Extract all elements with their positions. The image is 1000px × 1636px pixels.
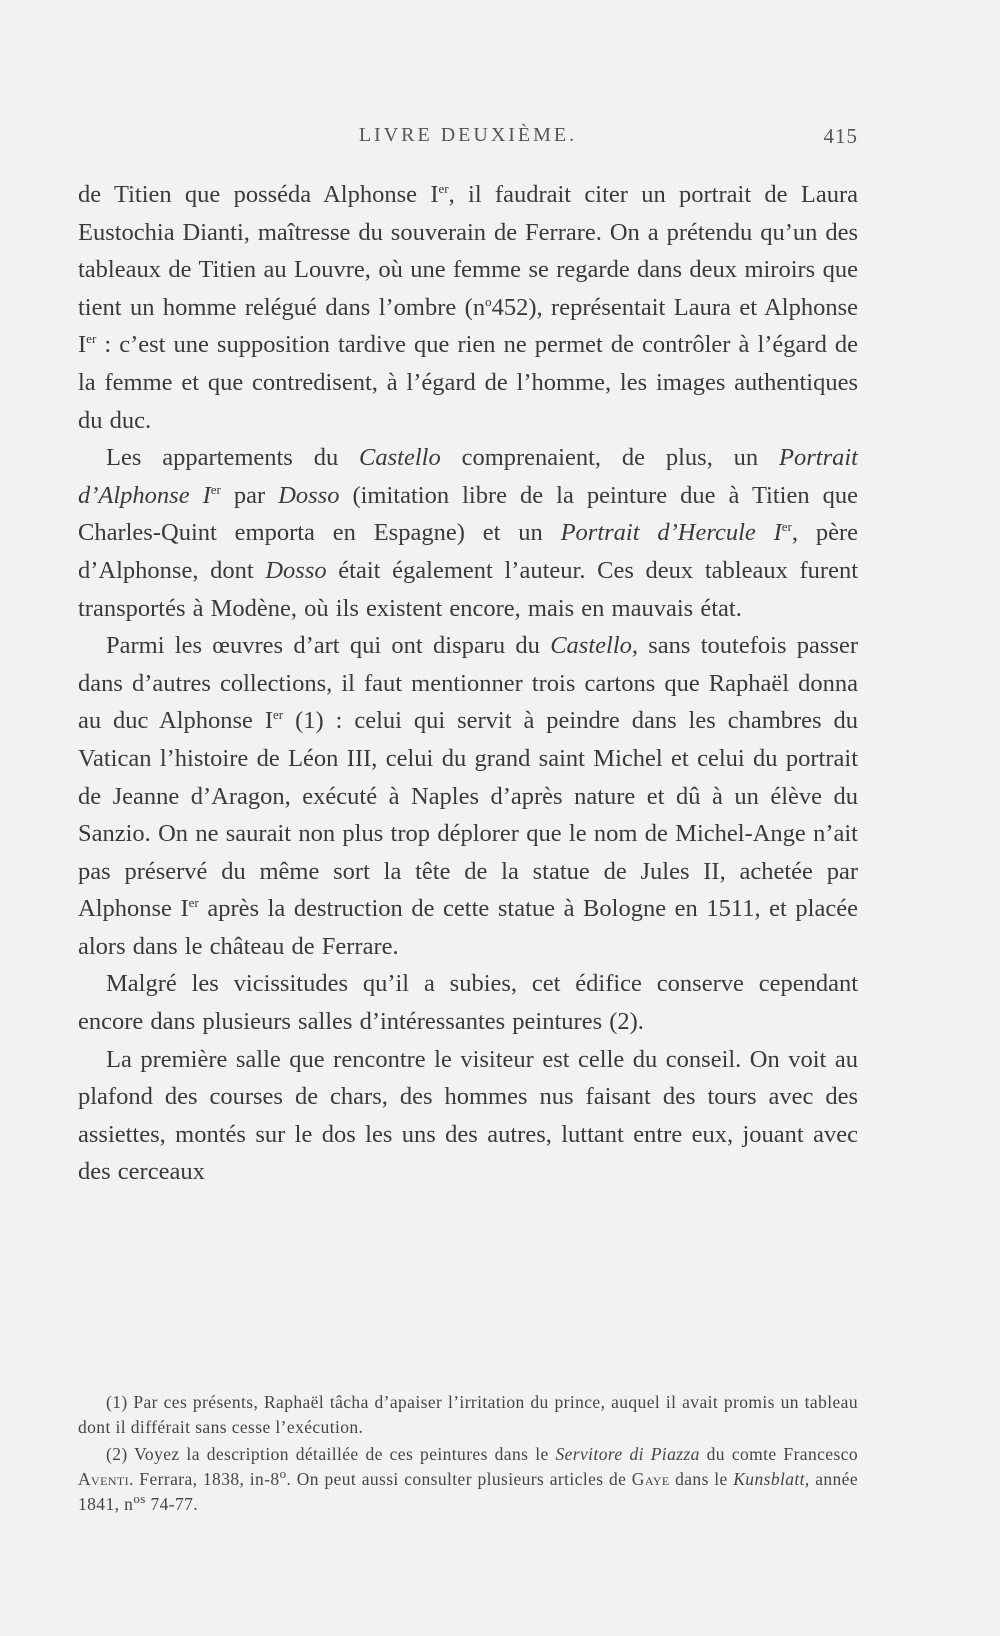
page-number: 415: [823, 124, 858, 148]
footnotes: [78, 1390, 858, 1519]
footnote-2: (2) Voyez la description détaillée de ces peintures dans le Servitore di Piazza du comte Francesco Aventi. Ferrara, 1838, in-8$^o$. On peut aussi consulter plusieurs articles de Gaye dans le Kunsblatt, année 1841, $n^{os}$ 74-77.: [78, 1444, 858, 1514]
paragraph-5: La première salle que rencontre le visiteur est celle du conseil. On voit au plafond des courses de chars, des hommes nus faisant des tours avec des assiettes, montés sur le dos les uns des autres, luttant entre eux, jouant avec des cerceaux: [78, 1045, 858, 1186]
paragraph-4: Malgré les vicissitudes qu’il a subies, cet édifice conserve cependant encore dans plusieurs salles d’intéressantes peintures (2).: [78, 970, 858, 1036]
body-text: [78, 176, 858, 1191]
footnote-1: (1) Par ces présents, Raphaël tâcha d’apaiser l’irritation du prince, auquel il avait promis un tableau dont il différait sans cesse l’exécution.: [78, 1392, 858, 1437]
page-header: [78, 124, 858, 154]
paragraph-2: Les appartements du Castello comprenaient, de plus, un Portrait d’Alphonse Ier par Dosso (imitation libre de la peinture due à Titien que Charles-Quint emporta en Espagne) et un Portrait d’Hercule Ier, père d’Alphonse, dont Dosso était également l’auteur. Ces deux tableaux furent transportés à Modène, où ils existent encore, mais en mauvais état.: [78, 444, 859, 622]
paragraph-3: Parmi les œuvres d’art qui ont disparu du Castello, sans toutefois passer dans d’autres collections, il faut mentionner trois cartons que Raphaël donna au duc Alphonse Ier (1) : celui qui servit à peindre dans les chambres du Vatican l’histoire de Léon III, celui du grand saint Michel et celui du portrait de Jeanne d’Aragon, exécuté à Naples d’après nature et dû à un élève du Sanzio. On ne saurait non plus trop déplorer que le nom de Michel-Ange n’ait pas préservé du même sort la tête de la statue de Jules II, achetée par Alphonse Ier après la destruction de cette statue à Bologne en 1511, et placée alors dans le château de Ferrare.: [78, 632, 859, 960]
paragraph-1: de Titien que posséda Alphonse Ier, il faudrait citer un portrait de Laura Eustochia Dianti, maîtresse du souverain de Ferrare. On a prétendu qu’un des tableaux de Titien au Louvre, où une femme se regarde dans deux miroirs que tient un homme relégué dans l’ombre $(n^o452)$, représentait Laura et Alphonse Ier : c’est une supposition tardive que rien ne permet de contrôler à l’égard de la femme et que contredisent, à l’égard de l’homme, les images authentiques du duc.: [78, 180, 858, 434]
running-title: LIVRE DEUXIÈME.: [358, 124, 578, 146]
